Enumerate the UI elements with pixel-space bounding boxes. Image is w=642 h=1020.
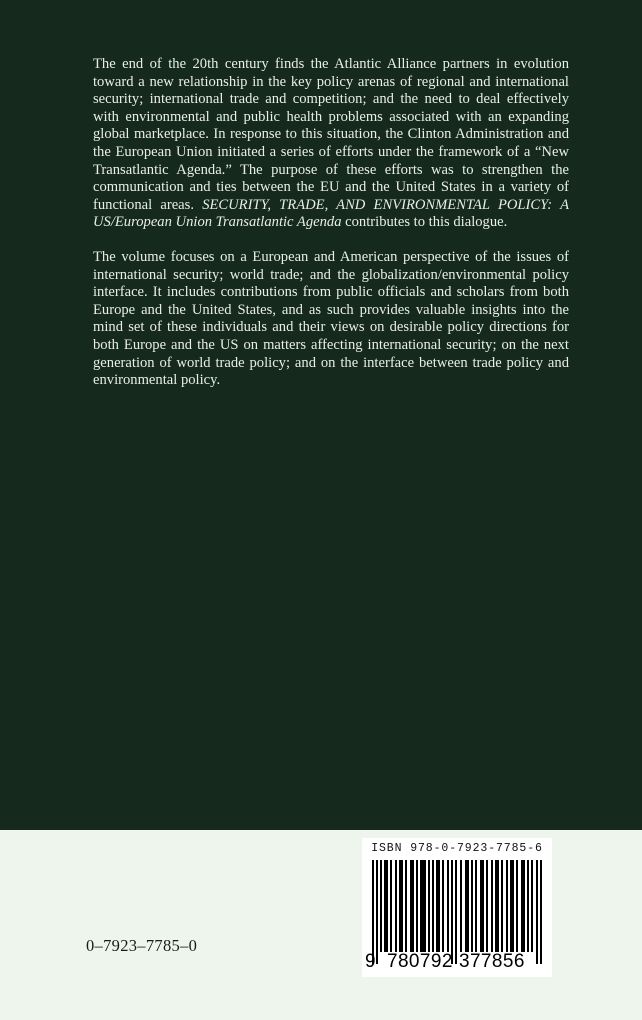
barcode-bar — [480, 860, 484, 952]
ean-right-group: 377856 — [459, 951, 525, 972]
blurb-paragraph-1-part-1: The end of the 20th century finds the Atlantic Alliance partners in evolution toward a new relationship in the key policy arenas of regional and international security; international trade and competition; and the need to deal effectively with environmental and public health problems associated with an expanding global marketplace. In response to this situation, the Clinton Administration and the European Union initiated a series of efforts under the framework of a “New Transatlantic Agenda.” The purpose of these efforts was to strengthen the communication and ties between the EU and the United States in a variety of functional areas. — [93, 56, 569, 213]
blurb-paragraph-1-part-2: contributes to this dialogue. — [341, 214, 508, 231]
barcode-bar — [471, 860, 473, 952]
barcode-bar — [527, 860, 529, 952]
barcode-bar — [455, 860, 457, 964]
barcode-bar — [460, 860, 462, 952]
barcode-ean-digits — [362, 951, 552, 975]
barcode-bar — [395, 860, 397, 952]
blurb-text-block — [93, 56, 569, 390]
ean-left-group: 780792 — [387, 951, 453, 972]
barcode-box — [362, 838, 552, 977]
barcode-bar — [380, 860, 382, 952]
barcode-bar — [516, 860, 518, 952]
barcode-bar — [491, 860, 493, 952]
barcode-bar — [384, 860, 388, 952]
barcode-bar — [475, 860, 477, 952]
barcode-bar — [536, 860, 538, 964]
barcode-bar — [447, 860, 449, 952]
barcode-bar — [442, 860, 444, 952]
barcode-bar — [428, 860, 430, 952]
barcode-bar — [531, 860, 533, 952]
barcode-bar — [465, 860, 469, 952]
barcode-bar — [436, 860, 440, 952]
barcode-bar — [420, 860, 426, 952]
barcode-bar — [506, 860, 508, 952]
barcode-bar — [432, 860, 434, 952]
barcode-bars — [372, 860, 542, 952]
barcode-bar — [501, 860, 503, 952]
barcode-bar — [451, 860, 453, 964]
barcode-bar — [495, 860, 499, 952]
isbn10-text: 0–7923–7785–0 — [86, 936, 198, 955]
blurb-paragraph-2: The volume focuses on a European and American perspective of the issues of international security; world trade; and the globalization/environmental policy interface. It includes contributions from public officials and scholars from both Europe and the United States, and as such provides valuable insights into the mind set of these individuals and their views on desirable policy directions for both Europe and the US on matters affecting international security; on the next generation of world trade policy; and on the interface between trade policy and environmental policy. — [93, 248, 569, 389]
barcode-bar — [416, 860, 418, 952]
barcode-bar — [390, 860, 392, 952]
barcode-bar — [486, 860, 488, 952]
barcode-bar — [521, 860, 525, 952]
barcode-bar — [510, 860, 514, 952]
barcode-bar — [405, 860, 407, 952]
barcode-isbn-label: ISBN 978-0-7923-7785-6 — [371, 842, 543, 855]
barcode-bar — [372, 860, 374, 964]
barcode-bar — [410, 860, 414, 952]
book-title-italic: SECURITY, TRADE, AND ENVIRONMENTAL POLICY: A US/European Union Transatlantic Agenda — [93, 196, 569, 231]
barcode-bar — [399, 860, 403, 952]
ean-lead-digit: 9 — [365, 951, 376, 972]
blurb-paragraph-1 — [93, 56, 569, 232]
barcode-bar — [376, 860, 378, 964]
barcode-bar — [540, 860, 542, 964]
